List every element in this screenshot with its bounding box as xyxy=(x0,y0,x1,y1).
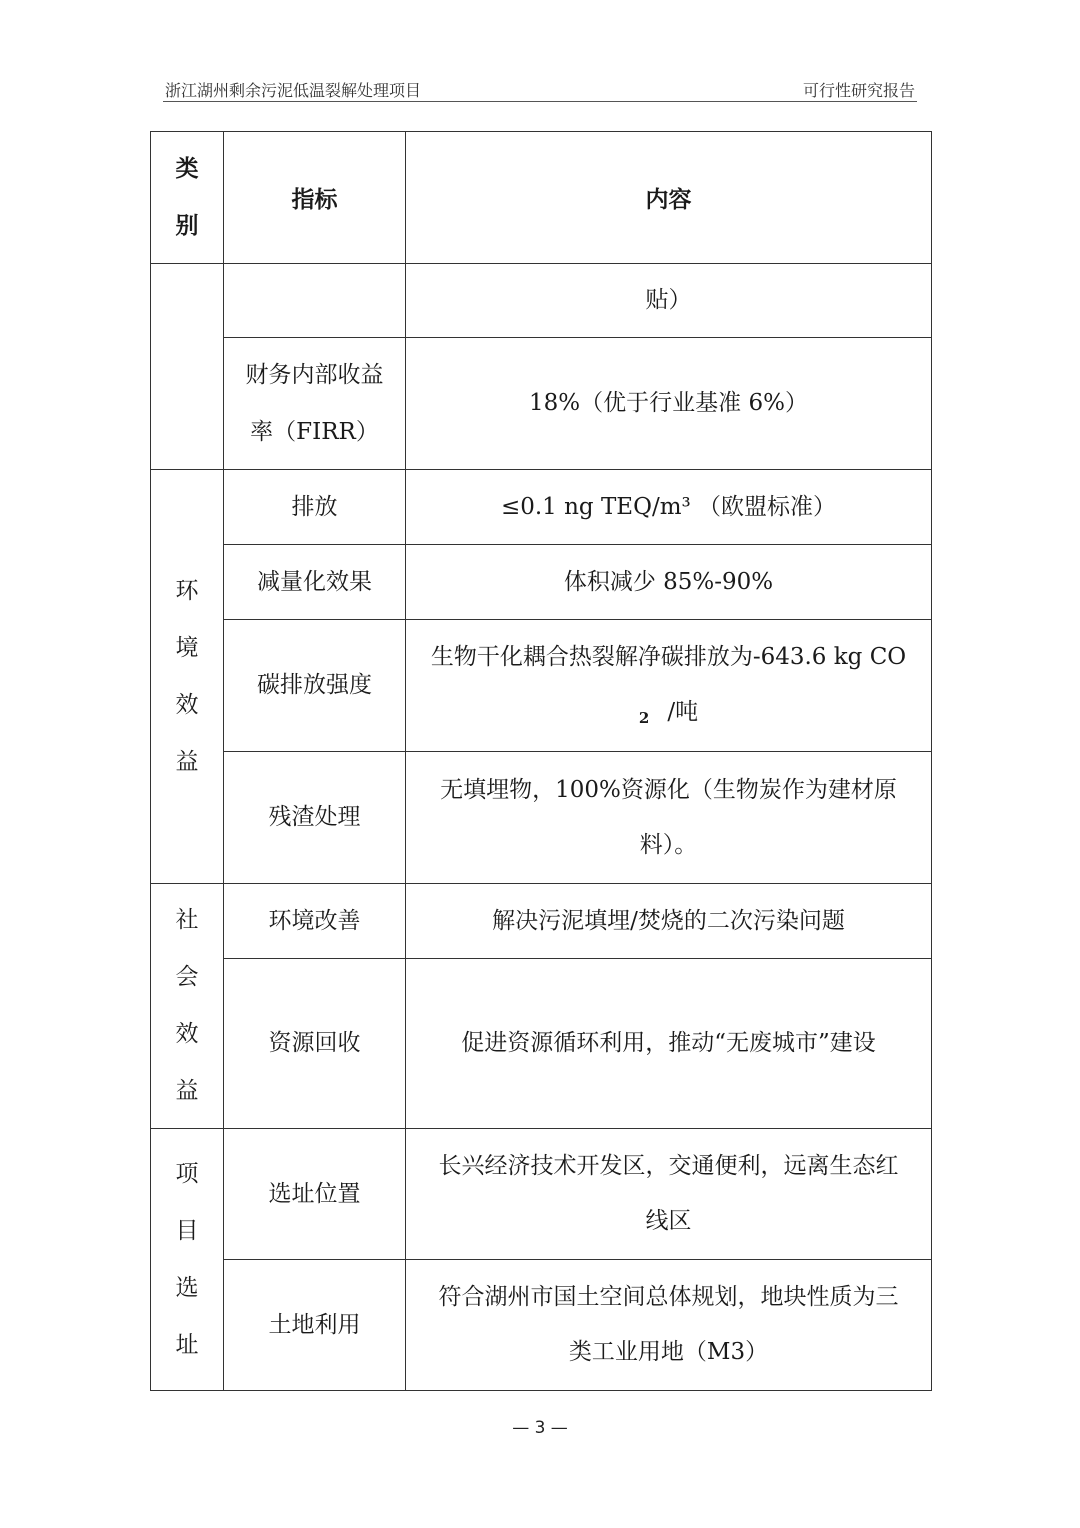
table-row xyxy=(151,545,932,620)
header-indicator: 指标 xyxy=(224,132,406,264)
category-cell-economic xyxy=(151,264,224,470)
content-cell: 无填埋物，100%资源化（生物炭作为建材原 料）。 xyxy=(406,752,932,884)
table-row xyxy=(151,1129,932,1260)
table-row xyxy=(151,620,932,752)
header-category: 类 别 xyxy=(151,132,224,264)
category-cell-site: 项 目 选 址 xyxy=(151,1129,224,1391)
indicator-cell: 土地利用 xyxy=(224,1260,406,1391)
content-cell: 符合湖州市国土空间总体规划，地块性质为三 类工业用地（M3） xyxy=(406,1260,932,1391)
table-row xyxy=(151,264,932,338)
indicator-cell: 排放 xyxy=(224,470,406,545)
header-title: 浙江湖州剩余污泥低温裂解处理项目 xyxy=(165,81,422,100)
indicator-cell: 财务内部收益 率（FIRR） xyxy=(224,338,406,470)
content-cell: ≤0.1 ng TEQ/m³ （欧盟标准） xyxy=(406,470,932,545)
table-row xyxy=(151,752,932,884)
content-cell: 解决污泥填埋/焚烧的二次污染问题 xyxy=(406,884,932,959)
category-cell-environment: 环 境 效 益 xyxy=(151,470,224,884)
table-row xyxy=(151,470,932,545)
indicator-cell: 选址位置 xyxy=(224,1129,406,1260)
indicator-cell: 碳排放强度 xyxy=(224,620,406,752)
indicator-cell: 减量化效果 xyxy=(224,545,406,620)
content-cell: 贴） xyxy=(406,264,932,338)
table-row xyxy=(151,884,932,959)
page-number: — 3 — xyxy=(512,1418,568,1438)
indicator-cell: 资源回收 xyxy=(224,959,406,1129)
header-report-type: 可行性研究报告 xyxy=(802,81,915,100)
indicator-cell: 环境改善 xyxy=(224,884,406,959)
table-header-row xyxy=(151,132,932,264)
content-cell: 生物干化耦合热裂解净碳排放为-643.6 kg CO 2 /吨 xyxy=(406,620,932,752)
indicator-table xyxy=(150,131,932,1391)
indicator-cell xyxy=(224,264,406,338)
table-row xyxy=(151,338,932,470)
content-cell: 促进资源循环利用，推动“无废城市”建设 xyxy=(406,959,932,1129)
category-cell-social: 社 会 效 益 xyxy=(151,884,224,1129)
content-cell: 体积减少 85%-90% xyxy=(406,545,932,620)
indicator-cell: 残渣处理 xyxy=(224,752,406,884)
header-content: 内容 xyxy=(406,132,932,264)
table-row xyxy=(151,959,932,1129)
table-row xyxy=(151,1260,932,1391)
header-rule xyxy=(163,101,917,102)
content-cell: 长兴经济技术开发区，交通便利，远离生态红 线区 xyxy=(406,1129,932,1260)
content-cell: 18%（优于行业基准 6%） xyxy=(406,338,932,470)
